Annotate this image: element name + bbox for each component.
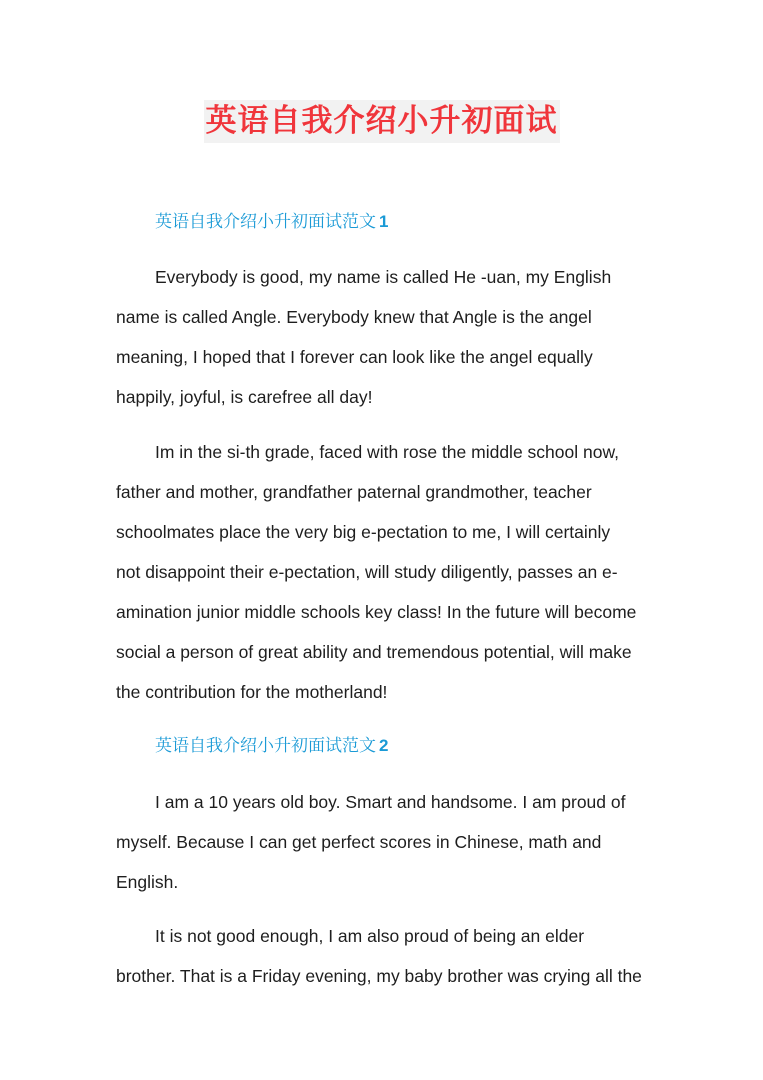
- section-heading-1: [155, 210, 388, 234]
- text-line: father and mother, grandfather paternal grandmother, teacher: [116, 482, 592, 502]
- text-line: meaning, I hoped that I forever can look like the angel equally: [116, 347, 593, 367]
- text-line: brother. That is a Friday evening, my baby brother was crying all the: [116, 966, 642, 986]
- text-line: amination junior middle schools key class! In the future will become: [116, 602, 637, 622]
- text-line: It is not good enough, I am also proud of being an elder: [155, 926, 585, 946]
- section-heading-number: 1: [379, 212, 389, 231]
- title-container: [0, 100, 763, 143]
- section-heading-text: 英语自我介绍小升初面试范文: [155, 212, 376, 232]
- text-line: name is called Angle. Everybody knew that Angle is the angel: [116, 307, 592, 327]
- text-line: happily, joyful, is carefree all day!: [116, 387, 373, 407]
- text-line: Everybody is good, my name is called He -uan, my English: [155, 267, 612, 287]
- text-line: English.: [116, 872, 179, 892]
- document-title: 英语自我介绍小升初面试: [204, 100, 560, 143]
- section-heading-2: [155, 734, 388, 758]
- section-heading-number: 2: [379, 736, 389, 755]
- text-line: I am a 10 years old boy. Smart and handsome. I am proud of: [155, 792, 626, 812]
- text-line: myself. Because I can get perfect scores in Chinese, math and: [116, 832, 602, 852]
- text-line: social a person of great ability and tremendous potential, will make: [116, 642, 632, 662]
- text-line: not disappoint their e-pectation, will study diligently, passes an e-: [116, 562, 618, 582]
- section-heading-text: 英语自我介绍小升初面试范文: [155, 736, 376, 756]
- text-line: Im in the si-th grade, faced with rose the middle school now,: [155, 442, 619, 462]
- text-line: schoolmates place the very big e-pectation to me, I will certainly: [116, 522, 611, 542]
- text-line: the contribution for the motherland!: [116, 682, 388, 702]
